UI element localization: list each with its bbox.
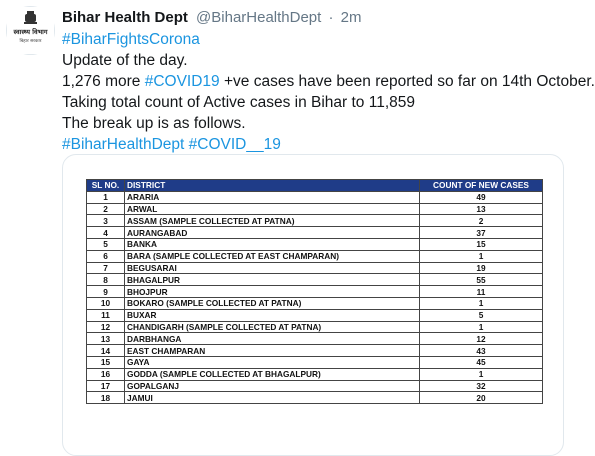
table-row — [87, 274, 543, 286]
cell-count: 1 — [420, 321, 543, 333]
table-row — [87, 368, 543, 380]
table-row — [87, 392, 543, 404]
cell-count: 1 — [420, 368, 543, 380]
cell-sl-no: 9 — [87, 286, 125, 298]
tweet-header — [62, 8, 362, 28]
cell-count: 19 — [420, 262, 543, 274]
cell-sl-no: 17 — [87, 380, 125, 392]
table-row — [87, 203, 543, 215]
cell-sl-no: 3 — [87, 215, 125, 227]
cell-count: 13 — [420, 203, 543, 215]
cell-district: BANKA — [125, 238, 420, 250]
table-row — [87, 297, 543, 309]
hashtag-covid-19[interactable]: #COVID__19 — [188, 136, 281, 153]
cell-count: 20 — [420, 392, 543, 404]
tweet-text — [62, 29, 595, 155]
cell-count: 1 — [420, 250, 543, 262]
avatar-title: स्वास्थ्य विभाग — [13, 28, 48, 36]
separator-dot: · — [328, 9, 334, 26]
cell-count: 15 — [420, 238, 543, 250]
cell-sl-no: 14 — [87, 345, 125, 357]
cell-district: BEGUSARAI — [125, 262, 420, 274]
cell-count: 43 — [420, 345, 543, 357]
table-row — [87, 215, 543, 227]
header-sl-no: SL NO. — [87, 180, 125, 192]
cell-count: 37 — [420, 227, 543, 239]
table-row — [87, 250, 543, 262]
table-row — [87, 333, 543, 345]
cases-prefix: 1,276 more — [62, 73, 145, 90]
cell-district: AURANGABAD — [125, 227, 420, 239]
cell-count: 2 — [420, 215, 543, 227]
table-row — [87, 238, 543, 250]
hashtag-covid19[interactable]: #COVID19 — [144, 73, 220, 90]
avatar-subtitle: बिहार सरकार — [19, 39, 42, 44]
cell-district: JAMUI — [125, 392, 420, 404]
cell-count: 5 — [420, 309, 543, 321]
cell-sl-no: 13 — [87, 333, 125, 345]
cell-sl-no: 11 — [87, 309, 125, 321]
table-row — [87, 227, 543, 239]
cell-district: BHOJPUR — [125, 286, 420, 298]
cell-count: 12 — [420, 333, 543, 345]
cases-table — [86, 179, 543, 404]
cell-district: GAYA — [125, 356, 420, 368]
cell-district: GOPALGANJ — [125, 380, 420, 392]
cell-sl-no: 8 — [87, 274, 125, 286]
cell-sl-no: 6 — [87, 250, 125, 262]
cases-suffix: +ve cases have been reported so far on 14th October. — [219, 73, 595, 90]
table-row — [87, 286, 543, 298]
cell-count: 32 — [420, 380, 543, 392]
cell-count: 55 — [420, 274, 543, 286]
text-line-cases — [62, 71, 595, 92]
cell-count: 11 — [420, 286, 543, 298]
avatar[interactable] — [6, 6, 55, 55]
table-row — [87, 380, 543, 392]
cell-count: 1 — [420, 297, 543, 309]
cell-sl-no: 2 — [87, 203, 125, 215]
table-row — [87, 262, 543, 274]
cell-district: ASSAM (SAMPLE COLLECTED AT PATNA) — [125, 215, 420, 227]
cell-district: BUXAR — [125, 309, 420, 321]
table-row — [87, 321, 543, 333]
table-header-row — [87, 180, 543, 192]
cell-sl-no: 4 — [87, 227, 125, 239]
hashtag-bihar-health-dept[interactable]: #BiharHealthDept — [62, 136, 185, 153]
header-count: COUNT OF NEW CASES — [420, 180, 543, 192]
cell-district: GODDA (SAMPLE COLLECTED AT BHAGALPUR) — [125, 368, 420, 380]
cell-district: EAST CHAMPARAN — [125, 345, 420, 357]
cell-sl-no: 5 — [87, 238, 125, 250]
cell-sl-no: 1 — [87, 191, 125, 203]
header-district: DISTRICT — [125, 180, 420, 192]
text-line-update: Update of the day. — [62, 52, 188, 69]
cell-sl-no: 12 — [87, 321, 125, 333]
cell-sl-no: 7 — [87, 262, 125, 274]
cell-district: BHAGALPUR — [125, 274, 420, 286]
table-row — [87, 309, 543, 321]
cell-district: DARBHANGA — [125, 333, 420, 345]
cell-sl-no: 16 — [87, 368, 125, 380]
cell-district: CHANDIGARH (SAMPLE COLLECTED AT PATNA) — [125, 321, 420, 333]
cell-district: BARA (SAMPLE COLLECTED AT EAST CHAMPARAN) — [125, 250, 420, 262]
cell-district: ARWAL — [125, 203, 420, 215]
cell-sl-no: 15 — [87, 356, 125, 368]
text-line-total: Taking total count of Active cases in Bihar to 11,859 — [62, 94, 415, 111]
tweet-timestamp[interactable]: 2m — [340, 9, 362, 26]
author-handle[interactable]: @BiharHealthDept — [196, 9, 322, 26]
cell-count: 45 — [420, 356, 543, 368]
cell-district: ARARIA — [125, 191, 420, 203]
hashtag-bihar-fights-corona[interactable]: #BiharFightsCorona — [62, 31, 200, 48]
table-row — [87, 356, 543, 368]
cell-sl-no: 18 — [87, 392, 125, 404]
media-card[interactable] — [62, 154, 564, 456]
cell-sl-no: 10 — [87, 297, 125, 309]
table-row — [87, 345, 543, 357]
table-row — [87, 191, 543, 203]
text-line-breakup: The break up is as follows. — [62, 115, 246, 132]
author-name[interactable]: Bihar Health Dept — [62, 9, 188, 26]
cell-count: 49 — [420, 191, 543, 203]
cell-district: BOKARO (SAMPLE COLLECTED AT PATNA) — [125, 297, 420, 309]
